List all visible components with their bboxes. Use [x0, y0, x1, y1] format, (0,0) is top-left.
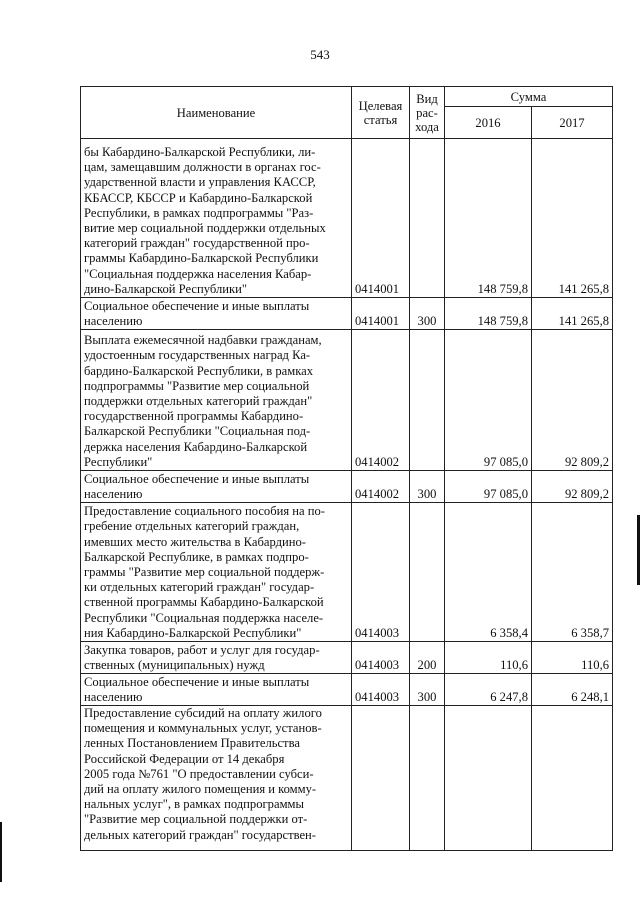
table-row	[81, 139, 613, 298]
budget-table	[80, 86, 613, 851]
header-name: Наименование	[81, 87, 352, 139]
row-name: Социальное обеспечение и иные выплаты населению	[81, 298, 352, 330]
header-year-2016: 2016	[445, 107, 532, 139]
row-name: Закупка товаров, работ и услуг для государ- ственных (муниципальных) нужд	[81, 642, 352, 674]
row-target-article	[352, 706, 410, 851]
row-sum-2017: 6 248,1	[532, 674, 613, 706]
row-target-article: 0414003	[352, 503, 410, 642]
table-row	[81, 330, 613, 471]
header-target-article: Целевая статья	[352, 87, 410, 139]
table-row	[81, 642, 613, 674]
row-sum-2016: 97 085,0	[445, 330, 532, 471]
row-sum-2017: 141 265,8	[532, 298, 613, 330]
row-expense-type	[410, 139, 445, 298]
table-row	[81, 706, 613, 851]
row-sum-2016: 148 759,8	[445, 139, 532, 298]
row-sum-2017: 141 265,8	[532, 139, 613, 298]
row-sum-2017: 92 809,2	[532, 330, 613, 471]
row-sum-2017: 92 809,2	[532, 471, 613, 503]
row-expense-type: 300	[410, 298, 445, 330]
row-sum-2017: 110,6	[532, 642, 613, 674]
row-sum-2016: 97 085,0	[445, 471, 532, 503]
page-number: 543	[310, 47, 330, 62]
row-name: Социальное обеспечение и иные выплаты населению	[81, 674, 352, 706]
row-expense-type	[410, 706, 445, 851]
row-sum-2016: 6 358,4	[445, 503, 532, 642]
table-row	[81, 298, 613, 330]
table-row	[81, 674, 613, 706]
row-expense-type: 300	[410, 471, 445, 503]
header-expense-type: Вид рас- хода	[410, 87, 445, 139]
row-target-article: 0414001	[352, 139, 410, 298]
row-name: бы Кабардино-Балкарской Республики, ли- цам, замещавшим должности в органах гос- ударственной власти и управления КАССР, КБАССР, КБССР и Кабардино-Балкарской Республики, в рамках подпрограммы "Раз- витие мер социальной поддержки отдельных категорий граждан" государственной про- граммы Кабардино-Балкарской Республики "Социальная поддержка населения Кабар- дино-Балкарской Республики"	[81, 139, 352, 298]
row-expense-type: 300	[410, 674, 445, 706]
row-name: Предоставление субсидий на оплату жилого помещения и коммунальных услуг, установ- ленных Постановлением Правительства Российской Федерации от 14 декабря 2005 года №761 "О предоставлении субси- дий на оплату жилого помещения и комму- нальных услуг", в рамках подпрограммы "Развитие мер социальной поддержки от- дельных категорий граждан" государствен-	[81, 706, 352, 851]
row-sum-2016	[445, 706, 532, 851]
row-target-article: 0414003	[352, 674, 410, 706]
row-name: Социальное обеспечение и иные выплаты населению	[81, 471, 352, 503]
row-sum-2016: 148 759,8	[445, 298, 532, 330]
row-target-article: 0414002	[352, 471, 410, 503]
row-name: Предоставление социального пособия на по- гребение отдельных категорий граждан, имевших место жительства в Кабардино- Балкарской Республике, в рамках подпро- граммы "Развитие мер социальной поддерж- ки отдельных категорий граждан" государ- ственной программы Кабардино-Балкарской Республики "Социальная поддержка населе- ния Кабардино-Балкарской Республики"	[81, 503, 352, 642]
scan-edge-mark-left	[0, 822, 2, 882]
row-expense-type	[410, 503, 445, 642]
table-row	[81, 471, 613, 503]
row-name: Выплата ежемесячной надбавки гражданам, удостоенным государственных наград Ка- бардино-Балкарской Республики, в рамках подпрограммы "Развитие мер социальной поддержки отдельных категорий граждан" государственной программы Кабардино- Балкарской Республики "Социальная под- держка населения Кабардино-Балкарской Республики"	[81, 330, 352, 471]
row-target-article: 0414002	[352, 330, 410, 471]
header-sum: Сумма	[445, 87, 613, 107]
row-sum-2016: 6 247,8	[445, 674, 532, 706]
row-target-article: 0414003	[352, 642, 410, 674]
table-row	[81, 503, 613, 642]
row-expense-type: 200	[410, 642, 445, 674]
row-sum-2016: 110,6	[445, 642, 532, 674]
row-sum-2017	[532, 706, 613, 851]
header-year-2017: 2017	[532, 107, 613, 139]
row-expense-type	[410, 330, 445, 471]
row-sum-2017: 6 358,7	[532, 503, 613, 642]
row-target-article: 0414001	[352, 298, 410, 330]
